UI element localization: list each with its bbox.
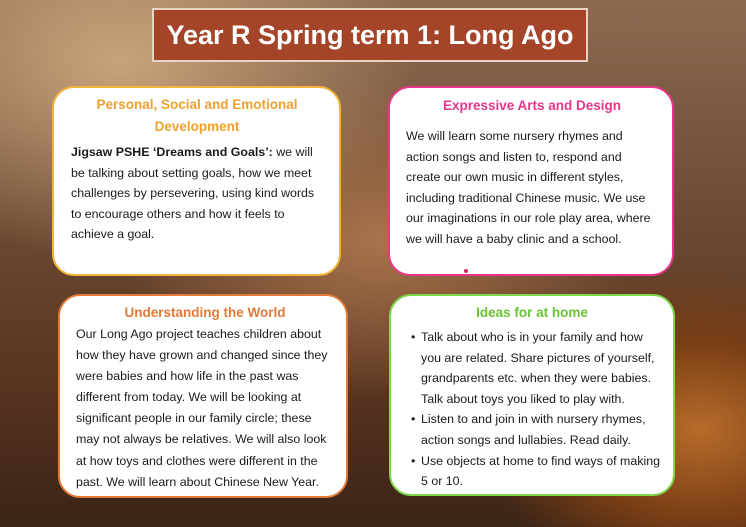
decorative-dot (464, 269, 468, 273)
list-item: • Talk about who is in your family and how you are related. Share pictures of yourself, grandparents etc. when they were babies. Talk about toys you liked to play with. (413, 327, 665, 409)
panel-body (71, 142, 323, 245)
panel-lead: Jigsaw PSHE ‘Dreams and Goals’: (71, 145, 273, 159)
panel-text: we will be talking about setting goals, how we meet challenges by persevering, using kind words to encourage others and how it feels to achieve a goal. (71, 145, 315, 242)
page-title: Year R Spring term 1: Long Ago (152, 8, 588, 62)
panel-body: We will learn some nursery rhymes and action songs and listen to, respond and create our own music in different styles, including traditional Chinese music. We use our imaginations in our role play area, where we will have a baby clinic and a school. (406, 129, 651, 246)
panel-ideas-at-home (389, 294, 675, 496)
panel-heading: Personal, Social and Emotional Development (96, 97, 298, 134)
panel-heading: Understanding the World (124, 305, 286, 320)
list-item: • Listen to and join in with nursery rhymes, action songs and lullabies. Read daily. (413, 409, 665, 450)
panel-personal-social-emotional (52, 86, 341, 276)
list-item: • Use objects at home to find ways of making 5 or 10. (413, 451, 665, 492)
ideas-list (413, 327, 665, 492)
panel-heading: Ideas for at home (476, 305, 588, 320)
panel-heading: Expressive Arts and Design (442, 98, 622, 113)
panel-understanding-world (58, 294, 348, 498)
panel-expressive-arts (388, 86, 674, 276)
panel-body: Our Long Ago project teaches children about how they have grown and changed since they were babies and how life in the past was different from today. We will be looking at significant people in our family circle; these may not always be relatives. We will also look at how toys and clothes were different in the past. We will learn about Chinese New Year. (76, 327, 328, 489)
